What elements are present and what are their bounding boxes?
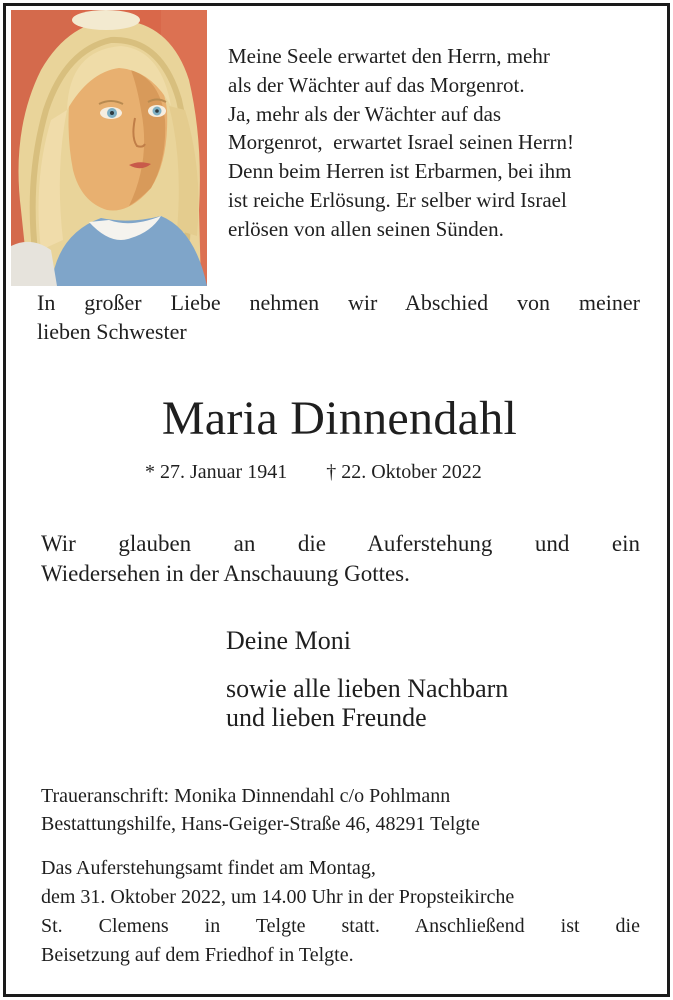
psalm-line: Denn beim Herren ist Erbarmen, bei ihm <box>228 159 572 184</box>
mourners-signature <box>226 626 646 732</box>
psalm-line: Ja, mehr als der Wächter auf das <box>228 101 502 126</box>
belief-statement <box>41 529 640 589</box>
birth-date: * 27. Januar 1941 <box>145 461 288 483</box>
service-line: Das Auferstehungsamt findet am Montag, <box>41 857 376 879</box>
death-date: † 22. Oktober 2022 <box>326 461 482 483</box>
service-line: St. Clemens in Telgte statt. Anschließend ist die <box>41 915 640 937</box>
signer-others: und lieben Freunde <box>226 703 427 732</box>
service-line: Beisetzung auf dem Friedhof in Telgte. <box>41 944 354 966</box>
intro-line: lieben Schwester <box>37 319 187 344</box>
obituary-notice <box>3 3 670 997</box>
signer-main: Deine Moni <box>226 626 351 655</box>
signer-others: sowie alle lieben Nachbarn <box>226 674 509 703</box>
portrait-painting <box>11 10 207 286</box>
deceased-name: Maria Dinnendahl <box>161 392 518 445</box>
service-line: dem 31. Oktober 2022, um 14.00 Uhr in der Propsteikirche <box>41 886 515 908</box>
psalm-line: erlösen von allen seinen Sünden. <box>228 216 504 241</box>
psalm-line: ist reiche Erlösung. Er selber wird Israel <box>228 187 567 212</box>
farewell-intro <box>37 288 640 346</box>
address-line: Traueranschrift: Monika Dinnendahl c/o Pohlmann <box>41 785 451 807</box>
psalm-line: Meine Seele erwartet den Herrn, mehr <box>228 44 550 68</box>
psalm-line: als der Wächter auf das Morgenrot. <box>228 72 525 97</box>
address-line: Bestattungshilfe, Hans-Geiger-Straße 46, 48291 Telgte <box>41 813 480 835</box>
belief-line: Wir glauben an die Auferstehung und ein <box>41 531 640 556</box>
portrait-painting-icon <box>11 10 207 286</box>
condolence-address <box>41 782 641 838</box>
psalm-line: Morgenrot, erwartet Israel seinen Herrn! <box>228 130 574 155</box>
funeral-service-info <box>41 854 640 970</box>
intro-line: In großer Liebe nehmen wir Abschied von meiner <box>37 290 640 315</box>
belief-line: Wiedersehen in der Anschauung Gottes. <box>41 561 410 586</box>
psalm-verse <box>228 42 653 244</box>
life-dates <box>145 458 565 486</box>
